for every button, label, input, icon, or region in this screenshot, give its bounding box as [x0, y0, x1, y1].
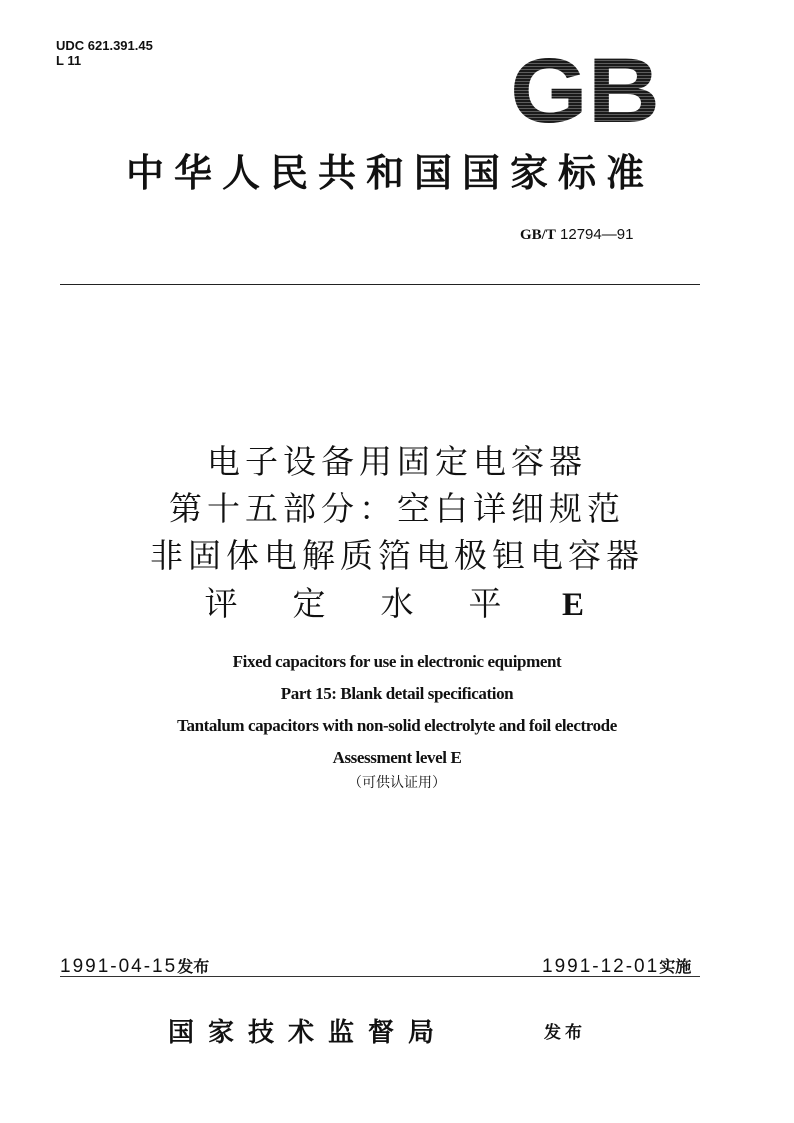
cn-title-line-3: 非固体电解质箔电极钽电容器	[150, 536, 644, 575]
issue-date-value: 1991-04-15	[60, 956, 178, 977]
udc-block	[56, 38, 153, 68]
issuing-action: 发布	[544, 1023, 586, 1043]
en-title-line-4: Assessment level E	[332, 748, 462, 767]
gb-logo-text: GB	[510, 50, 660, 128]
en-title-line-2: Part 15: Blank detail specification	[280, 684, 514, 703]
cn-title-line-1: 电子设备用固定电容器	[207, 442, 587, 481]
country-standard-title: 中华人民共和国国家标准	[125, 150, 654, 195]
date-divider	[60, 976, 700, 977]
issuing-authority: 国家技术监督局	[168, 1018, 449, 1048]
effective-date-label: 实施	[659, 957, 692, 976]
udc-code: UDC 621.391.45	[56, 38, 153, 53]
effective-date	[542, 954, 691, 978]
standard-prefix: GB/T	[520, 227, 556, 243]
standard-code: 12794—91	[560, 226, 634, 243]
classification-code: L 11	[56, 53, 82, 68]
effective-date-value: 1991-12-01	[542, 956, 660, 977]
standard-number	[520, 226, 633, 244]
en-title-line-1: Fixed capacitors for use in electronic equipment	[232, 652, 562, 671]
cn-title-char: 评	[204, 584, 238, 623]
cn-title-char: E	[561, 587, 584, 623]
gb-logo	[508, 50, 662, 128]
cn-title-char: 水	[380, 584, 414, 623]
cn-title-line-2: 第十五部分：空白详细规范	[169, 489, 625, 528]
en-title-line-3: Tantalum capacitors with non-solid electrolyte and foil electrode	[177, 716, 617, 735]
issue-date-label: 发布	[177, 957, 210, 976]
cn-title-char: 平	[468, 584, 502, 623]
header-divider	[60, 284, 700, 285]
certification-note: （可供认证用）	[348, 775, 446, 791]
cn-title-line-4	[0, 578, 794, 625]
cn-title-char: 定	[292, 584, 326, 623]
issue-date	[60, 954, 209, 978]
